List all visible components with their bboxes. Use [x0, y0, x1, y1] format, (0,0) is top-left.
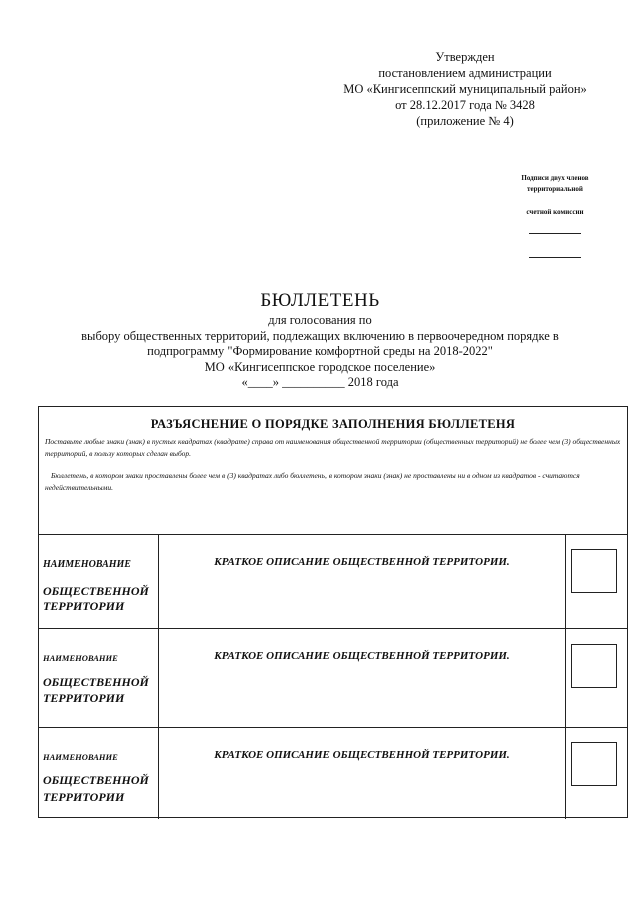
territory-name-line2: ОБЩЕСТВЕННОЙ — [43, 773, 149, 787]
heading-line-territories: выбору общественных территорий, подлежащих включению в первоочередном порядке в — [81, 328, 559, 343]
territory-description: КРАТКОЕ ОПИСАНИЕ ОБЩЕСТВЕННОЙ ТЕРРИТОРИИ. — [159, 535, 566, 628]
heading-line-settlement: МО «Кингисеппское городское поселение» — [204, 359, 436, 374]
heading-line-subprogram: подпрограмму "Формирование комфортной среды на 2018-2022" — [147, 344, 493, 358]
approval-line-date-number: от 28.12.2017 года № 3428 — [395, 98, 535, 112]
territory-name-line3: ТЕРРИТОРИИ — [43, 691, 125, 705]
explanation-section — [39, 417, 627, 494]
explanation-paragraph-1: Поставьте любые знаки (знак) в пустых квадратах (квадрате) справа от наименования общественной территории (общественных территорий) не более чем (3) общественных территорий, в пользу которых сделан выбор. — [45, 437, 621, 458]
territory-name-cell — [38, 728, 159, 819]
territory-name-cell — [38, 535, 159, 628]
signatures-label-line3: счетной комиссии — [526, 208, 584, 216]
territory-name-line3: ТЕРРИТОРИИ — [43, 599, 125, 613]
ballot-title: БЮЛЛЕТЕНЬ — [260, 290, 380, 311]
heading-line-purpose: для голосования по — [268, 313, 372, 327]
territory-name-line1: НАИМЕНОВАНИЕ — [43, 752, 118, 762]
approval-stamp — [300, 49, 630, 129]
signatures-label-line2: территориальной — [527, 185, 583, 193]
option-row — [38, 727, 628, 819]
approval-line-appendix: (приложение № 4) — [416, 114, 514, 128]
territory-name-line1: НАИМЕНОВАНИЕ — [43, 559, 131, 570]
vote-checkbox[interactable] — [571, 742, 617, 786]
approval-line-resolution: постановлением администрации — [378, 66, 552, 80]
explanation-paragraph-2: Бюллетень, в котором знаки проставлены более чем в (3) квадратах либо бюллетень, в котором знаки (знак) не проставлены ни в одном из квадратов - считаются недействительными. — [45, 471, 580, 492]
territory-description: КРАТКОЕ ОПИСАНИЕ ОБЩЕСТВЕННОЙ ТЕРРИТОРИИ. — [159, 728, 566, 819]
territory-name-line1: НАИМЕНОВАНИЕ — [43, 653, 118, 663]
signatures-label-line1: Подписи двух членов — [521, 174, 589, 182]
signature-line-2[interactable] — [529, 257, 581, 258]
territory-name-line2: ОБЩЕСТВЕННОЙ — [43, 584, 149, 598]
option-row — [38, 534, 628, 628]
ballot-heading — [0, 289, 640, 391]
signature-line-1[interactable] — [529, 233, 581, 234]
approval-line-approved: Утвержден — [435, 50, 495, 64]
heading-date-line: «____» __________ 2018 года — [241, 375, 399, 389]
ballot-table — [38, 406, 628, 818]
approval-line-municipality: МО «Кингисеппский муниципальный район» — [343, 82, 587, 96]
commission-signatures — [500, 173, 610, 281]
territory-description: КРАТКОЕ ОПИСАНИЕ ОБЩЕСТВЕННОЙ ТЕРРИТОРИИ. — [159, 629, 566, 727]
explanation-title: РАЗЪЯСНЕНИЕ О ПОРЯДКЕ ЗАПОЛНЕНИЯ БЮЛЛЕТЕНЯ — [150, 417, 516, 431]
territory-name-cell — [38, 629, 159, 727]
vote-checkbox[interactable] — [571, 644, 617, 688]
territory-name-line2: ОБЩЕСТВЕННОЙ — [43, 675, 149, 689]
vote-checkbox[interactable] — [571, 549, 617, 593]
option-row — [38, 628, 628, 727]
territory-name-line3: ТЕРРИТОРИИ — [43, 790, 125, 804]
